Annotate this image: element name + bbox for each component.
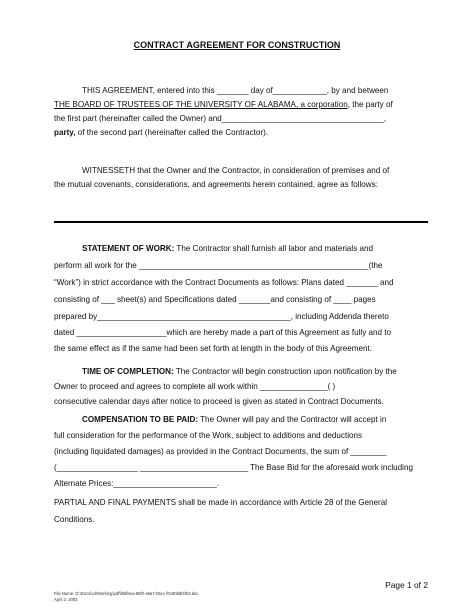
party-label: party, <box>54 128 76 137</box>
intro-line-4 <box>54 127 268 138</box>
intro-line-3: the first part (hereinafter called the Owner) and____________________________________, <box>54 114 387 123</box>
statement-of-work-line-4: consisting of ___ sheet(s) and Specifications dated _______and consisting of ____ pages <box>54 295 376 304</box>
compensation-line-5: Alternate Prices:_______________________. <box>54 479 220 488</box>
compensation-line-3: (including liquidated damages) as provided in the Contract Documents, the sum of ________ <box>54 447 387 456</box>
compensation-line-2: full consideration for the performance of the Work, subject to additions and deductions <box>54 431 363 440</box>
intro-line-4-rest: of the second part (hereinafter called the Contractor). <box>75 128 269 137</box>
footer-file-name: File Name: D:\Docs\cd\Working\pdf\f6bfbea-88f0-46a7-b5cc-f0c90b8f4f53.doc <box>54 591 199 596</box>
time-of-completion-line-1-rest: The Contractor will begin construction upon notification by the <box>173 367 397 376</box>
page-number: Page 1 of 2 <box>385 580 428 590</box>
time-of-completion-line-1 <box>82 366 397 377</box>
compensation-line-4: (__________________ ________________________ The Base Bid for the aforesaid work including <box>54 463 413 472</box>
payments-line-1: PARTIAL AND FINAL PAYMENTS shall be made in accordance with Article 28 of the General <box>54 498 388 507</box>
statement-of-work-heading: STATEMENT OF WORK: <box>82 244 175 253</box>
compensation-heading: COMPENSATION TO BE PAID: <box>82 415 199 424</box>
time-of-completion-line-2: Owner to proceed and agrees to complete all work within _______________( ) <box>54 382 336 391</box>
section-divider <box>54 221 428 223</box>
statement-of-work-line-1-rest: The Contractor shall furnish all labor and materials and <box>174 244 374 253</box>
statement-of-work-line-3: “Work”) in strict accordance with the Contract Documents as follows: Plans dated _______ and <box>54 278 394 287</box>
intro-line-2 <box>54 99 393 110</box>
statement-of-work-line-2: perform all work for the ___________________________________________________(the <box>54 261 383 270</box>
payments-line-2: Conditions. <box>54 515 95 524</box>
compensation-line-1-rest: The Owner will pay and the Contractor will accept in <box>198 415 387 424</box>
statement-of-work-line-6: dated ____________________which are hereby made a part of this Agreement as fully and to <box>54 328 392 337</box>
footer-date: April 3, 2003 <box>54 597 78 602</box>
statement-of-work-line-1 <box>82 243 373 254</box>
intro-line-1: THIS AGREEMENT, entered into this _______ day of____________, by and between <box>82 86 389 95</box>
intro-line-2-rest: , the party of <box>347 100 393 109</box>
statement-of-work-line-7: the same effect as if the same had been set forth at length in the body of this Agreement. <box>54 344 372 353</box>
statement-of-work-line-5: prepared by___________________________________________, including Addenda thereto <box>54 312 389 321</box>
page-title: CONTRACT AGREEMENT FOR CONSTRUCTION <box>133 40 341 50</box>
time-of-completion-line-3: consecutive calendar days after notice to proceed is given as stated in Contract Documents. <box>54 397 384 406</box>
time-of-completion-heading: TIME OF COMPLETION: <box>82 367 174 376</box>
compensation-line-1 <box>82 414 386 425</box>
witnesseth-line-2: the mutual covenants, considerations, and agreements herein contained, agree as follows: <box>54 180 378 189</box>
witnesseth-line-1: WITNESSETH that the Owner and the Contractor, in consideration of premises and of <box>82 166 390 175</box>
owner-name: THE BOARD OF TRUSTEES OF THE UNIVERSITY OF ALABAMA, a corporation <box>54 100 348 109</box>
